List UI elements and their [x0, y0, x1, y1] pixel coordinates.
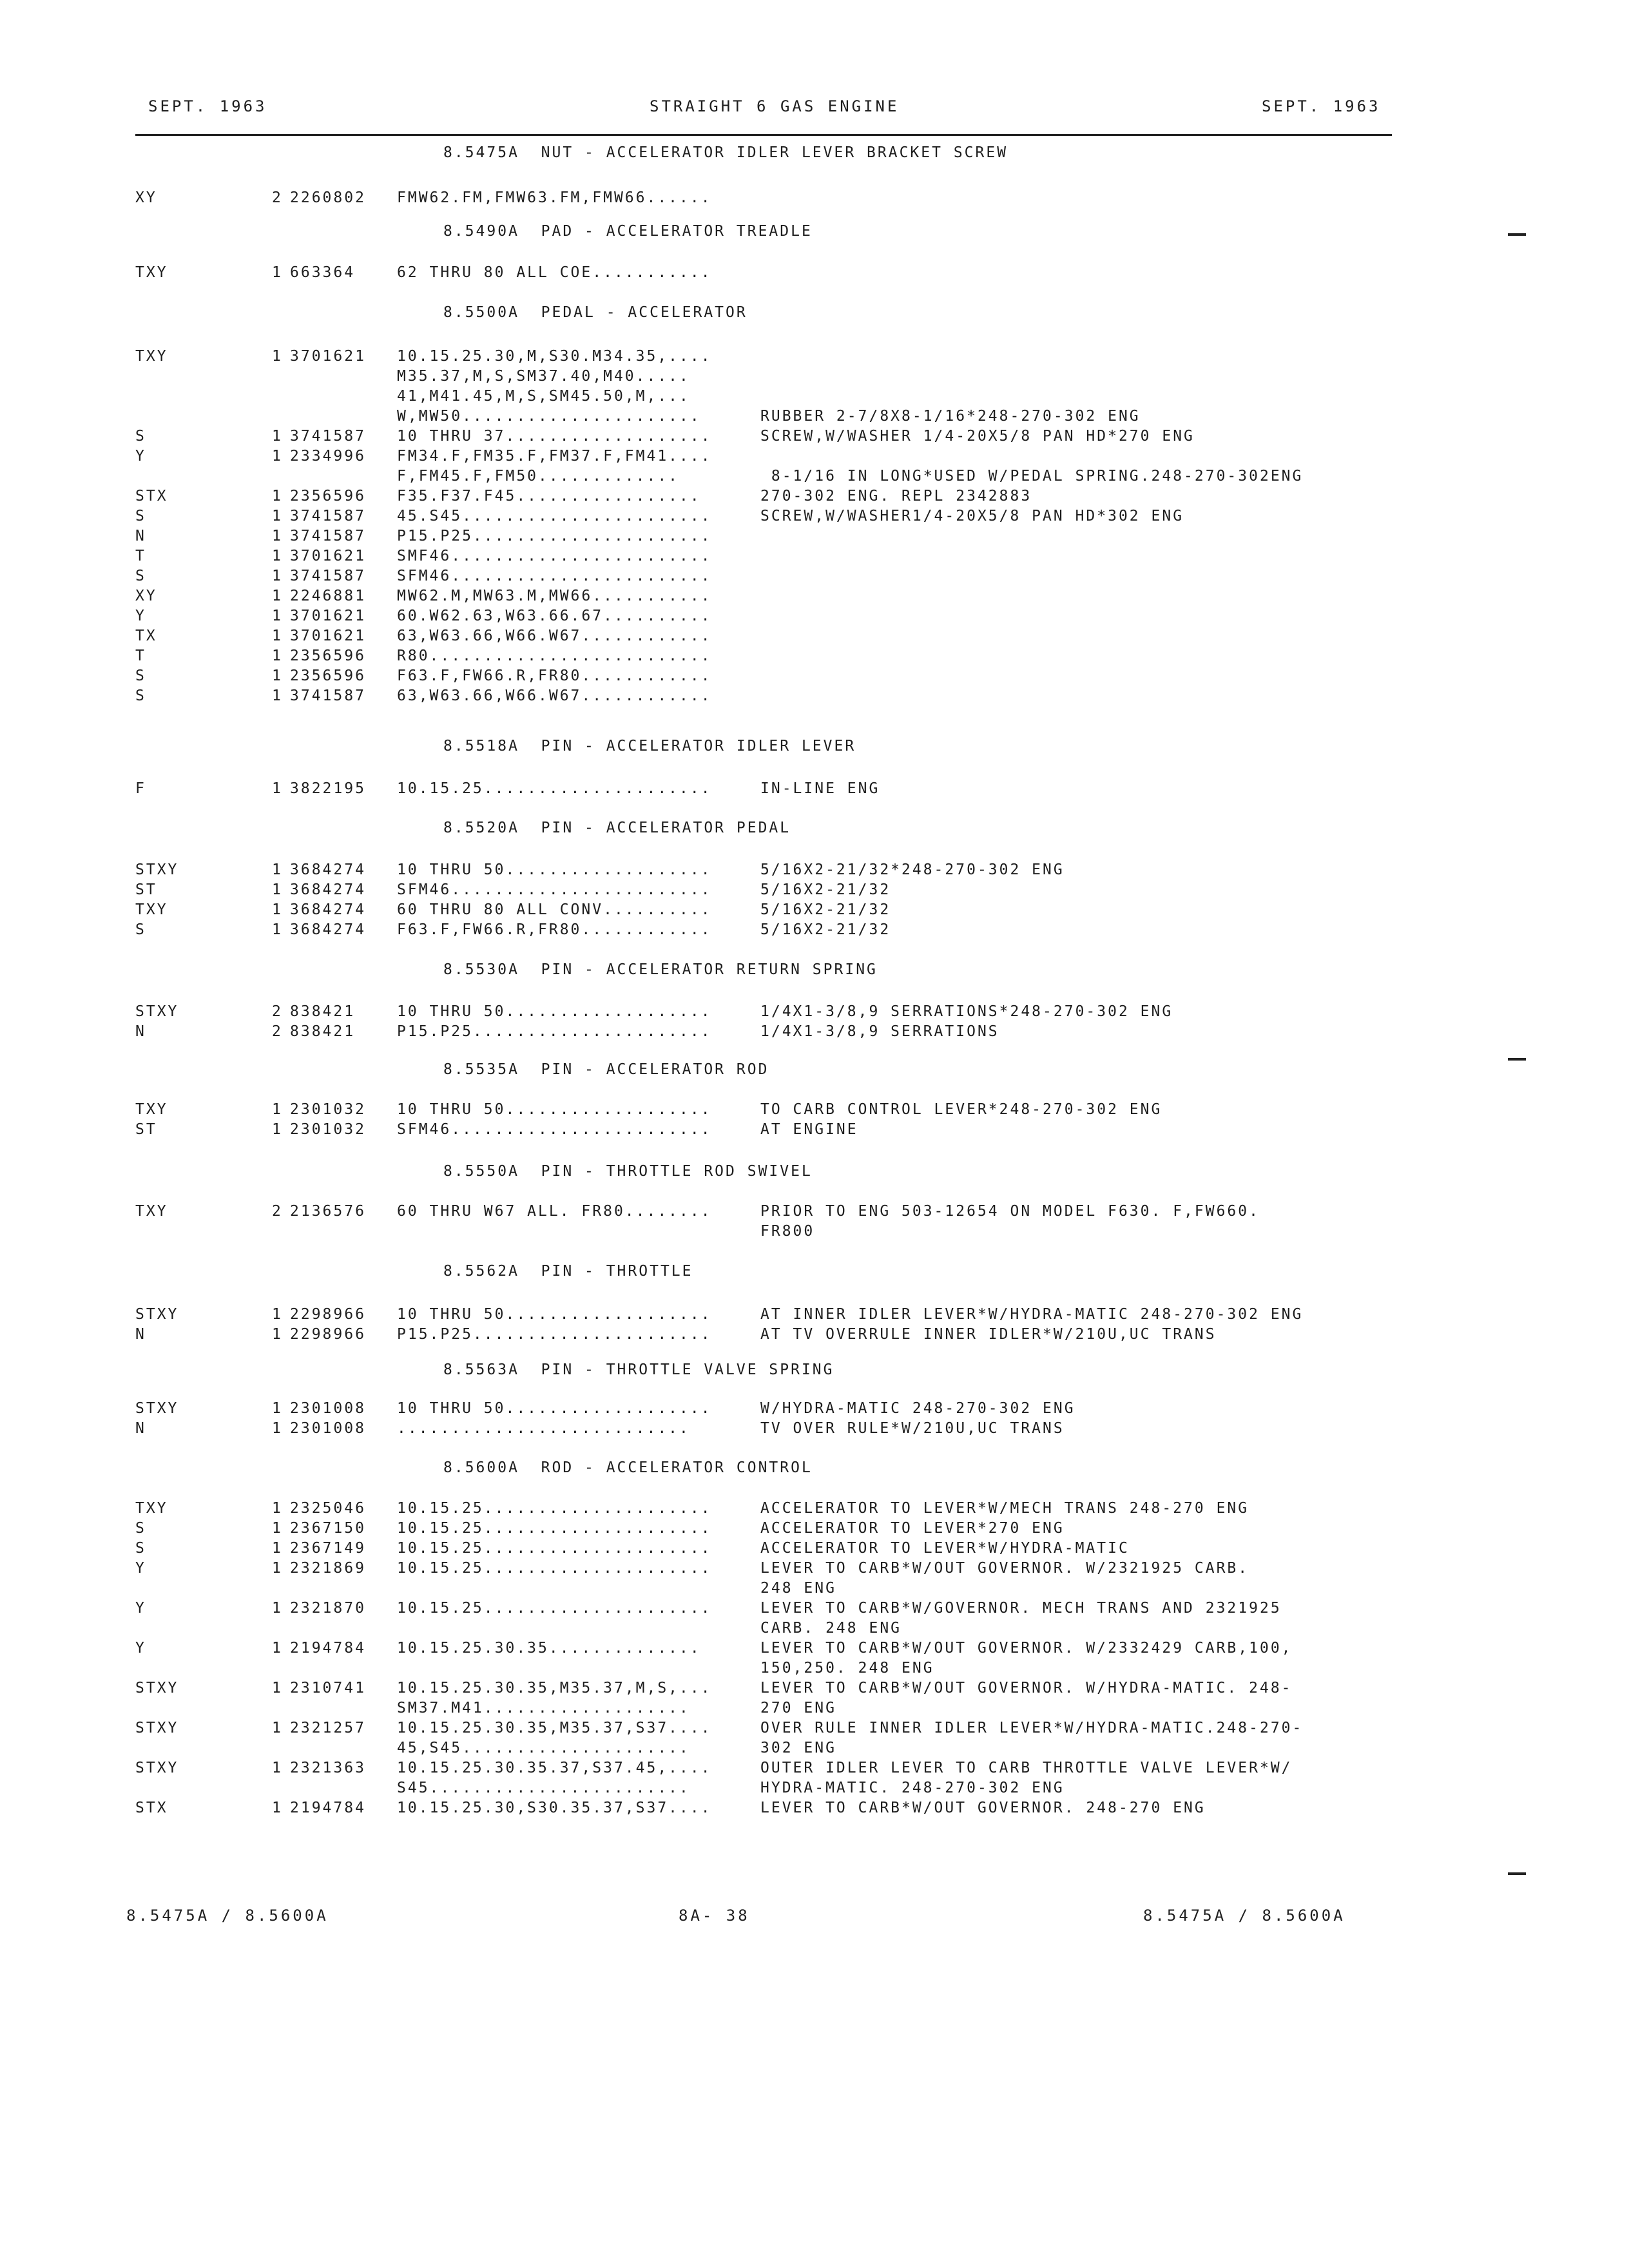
- model-code: S: [135, 668, 146, 684]
- quantity: 1: [272, 1760, 283, 1776]
- application: 10.15.25.30.35..............: [397, 1640, 701, 1657]
- part-number: 2334996: [290, 448, 366, 465]
- part-number: 2301032: [290, 1101, 366, 1118]
- quantity: 1: [272, 668, 283, 684]
- model-code: TXY: [135, 1101, 168, 1118]
- quantity: 1: [272, 588, 283, 604]
- margin-mark: [1508, 233, 1526, 236]
- application: F35.F37.F45.................: [397, 488, 701, 505]
- description: 1/4X1-3/8,9 SERRATIONS*248-270-302 ENG: [760, 1003, 1173, 1020]
- quantity: 1: [272, 348, 283, 365]
- model-code: STXY: [135, 1760, 179, 1776]
- part-number: 2298966: [290, 1306, 366, 1323]
- quantity: 1: [272, 264, 283, 281]
- quantity: 1: [272, 1640, 283, 1657]
- quantity: 1: [272, 921, 283, 938]
- part-number: 2321870: [290, 1600, 366, 1617]
- part-number: 2367150: [290, 1520, 366, 1537]
- quantity: 1: [272, 1540, 283, 1557]
- part-number: 3684274: [290, 921, 366, 938]
- application: S45........................: [397, 1780, 690, 1796]
- application: MW62.M,MW63.M,MW66...........: [397, 588, 712, 604]
- model-code: TXY: [135, 348, 168, 365]
- description: ACCELERATOR TO LEVER*W/MECH TRANS 248-270 ENG: [760, 1500, 1249, 1517]
- application: R80..........................: [397, 648, 712, 664]
- description: 1/4X1-3/8,9 SERRATIONS: [760, 1023, 999, 1040]
- part-number: 2246881: [290, 588, 366, 604]
- model-code: S: [135, 428, 146, 445]
- application: SFM46........................: [397, 881, 712, 898]
- part-number: 2321869: [290, 1560, 366, 1577]
- application: 10.15.25.30,M,S30.M34.35,....: [397, 348, 712, 365]
- application: 60.W62.63,W63.66.67..........: [397, 608, 712, 624]
- part-number: 2325046: [290, 1500, 366, 1517]
- quantity: 1: [272, 648, 283, 664]
- description: HYDRA-MATIC. 248-270-302 ENG: [760, 1780, 1065, 1796]
- part-number: 2194784: [290, 1640, 366, 1657]
- application: 10.15.25.....................: [397, 1560, 712, 1577]
- part-number: 2194784: [290, 1800, 366, 1816]
- application: 10.15.25.....................: [397, 1520, 712, 1537]
- application: 10 THRU 50...................: [397, 1101, 712, 1118]
- quantity: 1: [272, 1400, 283, 1417]
- model-code: TXY: [135, 901, 168, 918]
- application: F63.F,FW66.R,FR80............: [397, 668, 712, 684]
- application: 10 THRU 50...................: [397, 861, 712, 878]
- description: 5/16X2-21/32*248-270-302 ENG: [760, 861, 1065, 878]
- application: FMW62.FM,FMW63.FM,FMW66......: [397, 189, 712, 206]
- description: AT INNER IDLER LEVER*W/HYDRA-MATIC 248-270-302 ENG: [760, 1306, 1304, 1323]
- quantity: 2: [272, 1003, 283, 1020]
- model-code: S: [135, 921, 146, 938]
- quantity: 2: [272, 1023, 283, 1040]
- application: 10.15.25.....................: [397, 1540, 712, 1557]
- model-code: STXY: [135, 1720, 179, 1736]
- part-number: 3741587: [290, 508, 366, 524]
- application: M35.37,M,S,SM37.40,M40.....: [397, 368, 690, 385]
- part-number: 838421: [290, 1023, 356, 1040]
- part-number: 3684274: [290, 881, 366, 898]
- description: 302 ENG: [760, 1740, 836, 1756]
- application: 10.15.25.30.35,M35.37,S37....: [397, 1720, 712, 1736]
- part-number: 3701621: [290, 348, 366, 365]
- footer-page-number: 8A- 38: [679, 1907, 750, 1925]
- description: LEVER TO CARB*W/OUT GOVERNOR. 248-270 ENG: [760, 1800, 1206, 1816]
- application: 10.15.25.....................: [397, 1500, 712, 1517]
- part-number: 3684274: [290, 901, 366, 918]
- application: 63,W63.66,W66.W67............: [397, 628, 712, 644]
- model-code: TX: [135, 628, 157, 644]
- quantity: 1: [272, 861, 283, 878]
- model-code: TXY: [135, 264, 168, 281]
- part-number: 2310741: [290, 1680, 366, 1696]
- description: ACCELERATOR TO LEVER*W/HYDRA-MATIC: [760, 1540, 1130, 1557]
- part-number: 2301032: [290, 1121, 366, 1138]
- quantity: 1: [272, 1600, 283, 1617]
- model-code: ST: [135, 1121, 157, 1138]
- model-code: XY: [135, 189, 157, 206]
- part-number: 3822195: [290, 780, 366, 797]
- description: W/HYDRA-MATIC 248-270-302 ENG: [760, 1400, 1075, 1417]
- part-number: 2356596: [290, 648, 366, 664]
- quantity: 1: [272, 1500, 283, 1517]
- quantity: 1: [272, 1520, 283, 1537]
- model-code: STXY: [135, 1680, 179, 1696]
- quantity: 1: [272, 1800, 283, 1816]
- application: P15.P25......................: [397, 1023, 712, 1040]
- part-number: 838421: [290, 1003, 356, 1020]
- application: 10.15.25.30.35.37,S37.45,....: [397, 1760, 712, 1776]
- part-number: 2260802: [290, 189, 366, 206]
- model-code: S: [135, 508, 146, 524]
- description: LEVER TO CARB*W/GOVERNOR. MECH TRANS AND 2321925: [760, 1600, 1282, 1617]
- model-code: S: [135, 1540, 146, 1557]
- header-date-right: SEPT. 1963: [1262, 97, 1381, 115]
- model-code: T: [135, 648, 146, 664]
- part-number: 3741587: [290, 568, 366, 584]
- model-code: Y: [135, 1560, 146, 1577]
- section-heading: 8.5535A PIN - ACCELERATOR ROD: [443, 1061, 769, 1078]
- part-number: 2356596: [290, 488, 366, 505]
- description: PRIOR TO ENG 503-12654 ON MODEL F630. F,FW660.: [760, 1203, 1260, 1220]
- description: 150,250. 248 ENG: [760, 1660, 934, 1677]
- description: LEVER TO CARB*W/OUT GOVERNOR. W/2321925 CARB.: [760, 1560, 1249, 1577]
- model-code: Y: [135, 608, 146, 624]
- section-heading: 8.5530A PIN - ACCELERATOR RETURN SPRING: [443, 961, 878, 978]
- quantity: 1: [272, 780, 283, 797]
- quantity: 1: [272, 488, 283, 505]
- model-code: F: [135, 780, 146, 797]
- application: 41,M41.45,M,S,SM45.50,M,...: [397, 388, 690, 405]
- margin-mark: [1508, 1872, 1526, 1875]
- quantity: 1: [272, 568, 283, 584]
- section-heading: 8.5563A PIN - THROTTLE VALVE SPRING: [443, 1361, 834, 1378]
- quantity: 1: [272, 687, 283, 704]
- description: 5/16X2-21/32: [760, 901, 891, 918]
- application: 10.15.25.30.35,M35.37,M,S,...: [397, 1680, 712, 1696]
- header-rule: [135, 134, 1392, 136]
- part-number: 2136576: [290, 1203, 366, 1220]
- description: LEVER TO CARB*W/OUT GOVERNOR. W/HYDRA-MATIC. 248-: [760, 1680, 1293, 1696]
- header-title: STRAIGHT 6 GAS ENGINE: [650, 97, 900, 115]
- quantity: 1: [272, 608, 283, 624]
- quantity: 1: [272, 528, 283, 544]
- part-number: 2301008: [290, 1400, 366, 1417]
- model-code: S: [135, 1520, 146, 1537]
- model-code: N: [135, 1023, 146, 1040]
- description: FR800: [760, 1223, 815, 1240]
- section-heading: 8.5500A PEDAL - ACCELERATOR: [443, 304, 747, 321]
- model-code: XY: [135, 588, 157, 604]
- margin-mark: [1508, 1058, 1526, 1061]
- quantity: 1: [272, 1306, 283, 1323]
- part-number: 2367149: [290, 1540, 366, 1557]
- application: SM37.M41...................: [397, 1700, 690, 1716]
- application: 10.15.25.....................: [397, 780, 712, 797]
- part-number: 3701621: [290, 628, 366, 644]
- description: 270-302 ENG. REPL 2342883: [760, 488, 1032, 505]
- application: 10.15.25.30,S30.35.37,S37....: [397, 1800, 712, 1816]
- description: OVER RULE INNER IDLER LEVER*W/HYDRA-MATIC.248-270-: [760, 1720, 1304, 1736]
- section-heading: 8.5550A PIN - THROTTLE ROD SWIVEL: [443, 1163, 813, 1180]
- model-code: TXY: [135, 1500, 168, 1517]
- part-number: 2298966: [290, 1326, 366, 1343]
- model-code: TXY: [135, 1203, 168, 1220]
- part-number: 663364: [290, 264, 356, 281]
- application: P15.P25......................: [397, 1326, 712, 1343]
- model-code: STXY: [135, 1003, 179, 1020]
- model-code: ST: [135, 881, 157, 898]
- section-heading: 8.5520A PIN - ACCELERATOR PEDAL: [443, 820, 791, 836]
- description: ACCELERATOR TO LEVER*270 ENG: [760, 1520, 1065, 1537]
- quantity: 1: [272, 1720, 283, 1736]
- footer-range-left: 8.5475A / 8.5600A: [126, 1907, 329, 1925]
- application: 10 THRU 50...................: [397, 1306, 712, 1323]
- model-code: T: [135, 548, 146, 564]
- description: CARB. 248 ENG: [760, 1620, 902, 1637]
- quantity: 1: [272, 1560, 283, 1577]
- part-number: 3741587: [290, 428, 366, 445]
- model-code: STXY: [135, 1306, 179, 1323]
- model-code: S: [135, 687, 146, 704]
- application: W,MW50......................: [397, 408, 701, 425]
- description: 5/16X2-21/32: [760, 881, 891, 898]
- description: 270 ENG: [760, 1700, 836, 1716]
- footer-range-right: 8.5475A / 8.5600A: [1143, 1907, 1345, 1925]
- quantity: 1: [272, 1420, 283, 1437]
- description: AT TV OVERRULE INNER IDLER*W/210U,UC TRANS: [760, 1326, 1217, 1343]
- part-number: 3701621: [290, 608, 366, 624]
- model-code: STXY: [135, 1400, 179, 1417]
- model-code: N: [135, 528, 146, 544]
- application: 62 THRU 80 ALL COE...........: [397, 264, 712, 281]
- application: FM34.F,FM35.F,FM37.F,FM41....: [397, 448, 712, 465]
- part-number: 3741587: [290, 687, 366, 704]
- quantity: 1: [272, 1680, 283, 1696]
- quantity: 1: [272, 901, 283, 918]
- part-number: 2301008: [290, 1420, 366, 1437]
- application: 45,S45.....................: [397, 1740, 690, 1756]
- model-code: STXY: [135, 861, 179, 878]
- application: 63,W63.66,W66.W67............: [397, 687, 712, 704]
- part-number: 2356596: [290, 668, 366, 684]
- section-heading: 8.5562A PIN - THROTTLE: [443, 1263, 693, 1280]
- part-number: 2321363: [290, 1760, 366, 1776]
- quantity: 1: [272, 1326, 283, 1343]
- quantity: 1: [272, 881, 283, 898]
- section-heading: 8.5600A ROD - ACCELERATOR CONTROL: [443, 1459, 813, 1476]
- part-number: 3684274: [290, 861, 366, 878]
- quantity: 1: [272, 508, 283, 524]
- quantity: 1: [272, 548, 283, 564]
- model-code: STX: [135, 488, 168, 505]
- application: SMF46........................: [397, 548, 712, 564]
- quantity: 1: [272, 1121, 283, 1138]
- application: 10 THRU 50...................: [397, 1400, 712, 1417]
- description: IN-LINE ENG: [760, 780, 880, 797]
- part-number: 3741587: [290, 528, 366, 544]
- model-code: N: [135, 1326, 146, 1343]
- quantity: 1: [272, 1101, 283, 1118]
- application: 60 THRU 80 ALL CONV..........: [397, 901, 712, 918]
- application: F,FM45.F,FM50.............: [397, 468, 680, 485]
- part-number: 2321257: [290, 1720, 366, 1736]
- model-code: Y: [135, 1640, 146, 1657]
- application: 60 THRU W67 ALL. FR80........: [397, 1203, 712, 1220]
- model-code: Y: [135, 1600, 146, 1617]
- description: AT ENGINE: [760, 1121, 858, 1138]
- model-code: N: [135, 1420, 146, 1437]
- description: TV OVER RULE*W/210U,UC TRANS: [760, 1420, 1065, 1437]
- application: SFM46........................: [397, 1121, 712, 1138]
- description: RUBBER 2-7/8X8-1/16*248-270-302 ENG: [760, 408, 1141, 425]
- application: 45.S45.......................: [397, 508, 712, 524]
- header-date-left: SEPT. 1963: [148, 97, 267, 115]
- description: SCREW,W/WASHER 1/4-20X5/8 PAN HD*270 ENG: [760, 428, 1195, 445]
- quantity: 1: [272, 428, 283, 445]
- quantity: 2: [272, 189, 283, 206]
- section-heading: 8.5475A NUT - ACCELERATOR IDLER LEVER BRACKET SCREW: [443, 144, 1008, 161]
- application: 10.15.25.....................: [397, 1600, 712, 1617]
- description: LEVER TO CARB*W/OUT GOVERNOR. W/2332429 CARB,100,: [760, 1640, 1293, 1657]
- description: 248 ENG: [760, 1580, 836, 1597]
- application: ...........................: [397, 1420, 690, 1437]
- model-code: Y: [135, 448, 146, 465]
- quantity: 1: [272, 448, 283, 465]
- quantity: 1: [272, 628, 283, 644]
- part-number: 3701621: [290, 548, 366, 564]
- model-code: STX: [135, 1800, 168, 1816]
- description: SCREW,W/WASHER1/4-20X5/8 PAN HD*302 ENG: [760, 508, 1184, 524]
- description: 8-1/16 IN LONG*USED W/PEDAL SPRING.248-270-302ENG: [760, 468, 1304, 485]
- quantity: 2: [272, 1203, 283, 1220]
- application: 10 THRU 37...................: [397, 428, 712, 445]
- model-code: S: [135, 568, 146, 584]
- description: 5/16X2-21/32: [760, 921, 891, 938]
- application: F63.F,FW66.R,FR80............: [397, 921, 712, 938]
- application: SFM46........................: [397, 568, 712, 584]
- section-heading: 8.5490A PAD - ACCELERATOR TREADLE: [443, 223, 813, 240]
- section-heading: 8.5518A PIN - ACCELERATOR IDLER LEVER: [443, 738, 856, 754]
- description: OUTER IDLER LEVER TO CARB THROTTLE VALVE LEVER*W/: [760, 1760, 1293, 1776]
- application: P15.P25......................: [397, 528, 712, 544]
- description: TO CARB CONTROL LEVER*248-270-302 ENG: [760, 1101, 1162, 1118]
- application: 10 THRU 50...................: [397, 1003, 712, 1020]
